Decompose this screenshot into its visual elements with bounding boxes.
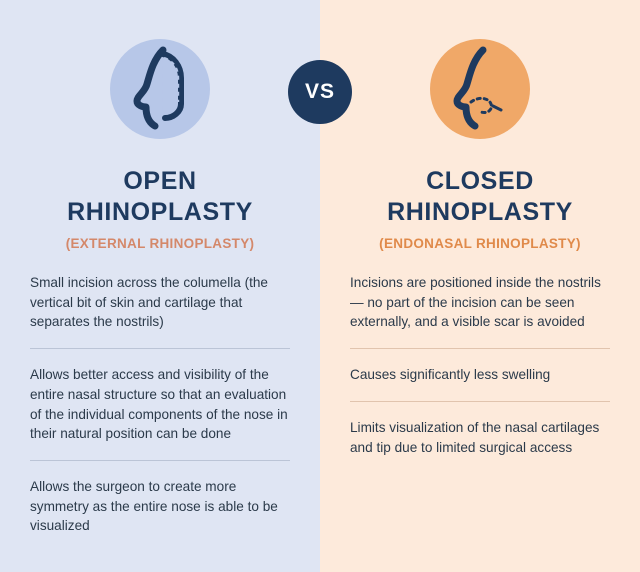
- left-title: [0, 166, 320, 227]
- left-icon-container: [0, 0, 320, 150]
- list-item: Allows better access and visibility of the entire nasal structure so that an evaluation of the individual components of the nose in their natural position can be done: [30, 365, 290, 461]
- list-item: Limits visualization of the nasal cartilages and tip due to limited surgical access: [350, 419, 600, 455]
- right-title: [320, 166, 640, 227]
- list-item: Causes significantly less swelling: [350, 365, 610, 402]
- right-title-line1: CLOSED: [426, 167, 534, 195]
- right-icon-container: [320, 0, 640, 150]
- left-title-line2: RHINOPLASTY: [67, 197, 253, 226]
- panel-closed-rhinoplasty: [320, 0, 640, 572]
- right-title-line2: RHINOPLASTY: [387, 197, 573, 226]
- left-title-line1: OPEN: [123, 167, 197, 195]
- nose-profile-closed-rhinoplasty-icon: [430, 39, 530, 139]
- right-points-list: [350, 273, 610, 473]
- list-item: Incisions are positioned inside the nostrils — no part of the incision can be seen externally, and a visible scar is avoided: [350, 273, 610, 349]
- list-item: Allows the surgeon to create more symmetry as the entire nose is able to be visualized: [30, 478, 278, 534]
- vs-badge: VS: [288, 60, 352, 124]
- list-item: Small incision across the columella (the vertical bit of skin and cartilage that separates the nostrils): [30, 273, 290, 349]
- left-points-list: [30, 273, 290, 552]
- right-subtitle: (ENDONASAL RHINOPLASTY): [379, 236, 581, 251]
- nose-profile-open-rhinoplasty-icon: [110, 39, 210, 139]
- left-subtitle: (EXTERNAL RHINOPLASTY): [65, 236, 255, 251]
